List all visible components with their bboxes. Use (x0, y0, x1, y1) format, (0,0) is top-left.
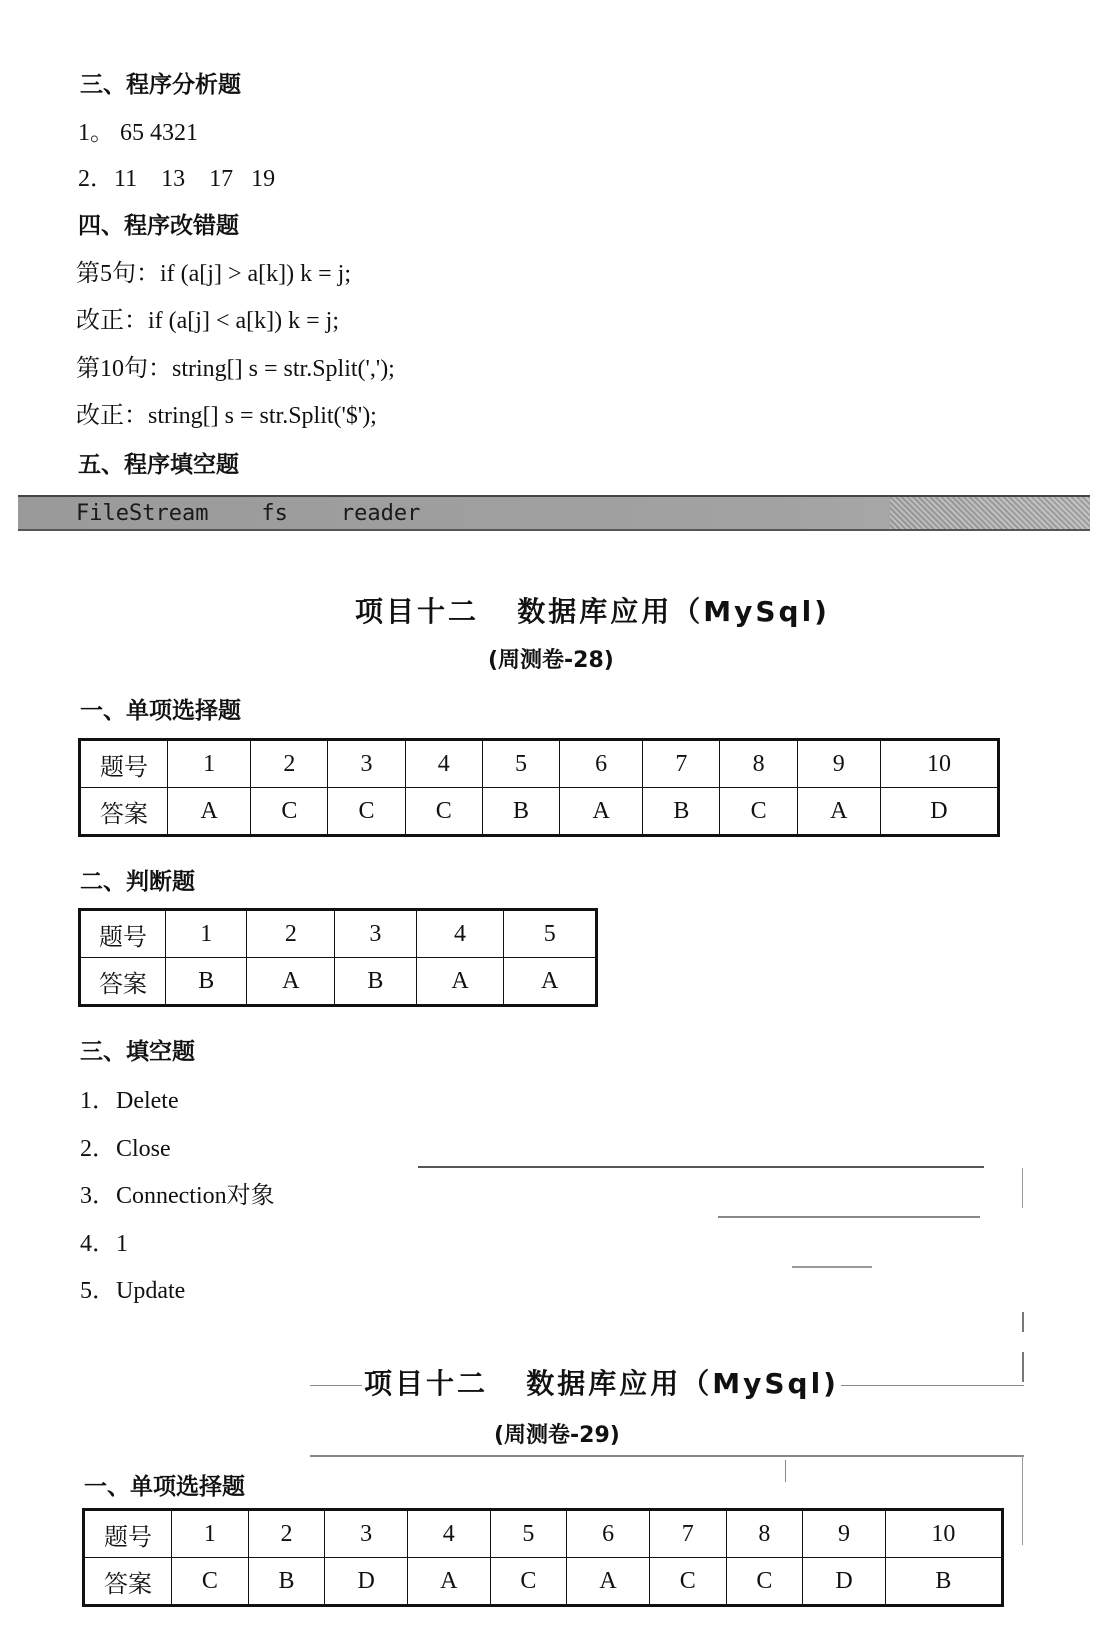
table-cell: D (803, 1558, 886, 1606)
table-cell: B (335, 958, 416, 1006)
table-cell: C (649, 1558, 726, 1606)
analysis-answer-2: 2．11 13 17 19 (78, 166, 276, 192)
code-answer-text: FileStream fs reader (76, 501, 421, 526)
table-cell: 7 (649, 1510, 726, 1558)
scan-artifact-line (1022, 1312, 1024, 1332)
table-cell: A (247, 958, 335, 1006)
quiz28-single-choice-heading: 一、单项选择题 (80, 698, 241, 724)
table-cell: 4 (405, 740, 482, 788)
quiz28-title: 项目十二 数据库应用（MySql) (355, 595, 830, 628)
row-label: 题号 (80, 740, 168, 788)
quiz28-true-false-heading: 二、判断题 (80, 869, 195, 895)
table-cell: B (248, 1558, 325, 1606)
table-cell: C (726, 1558, 803, 1606)
fill-answer-5: 5．Update (80, 1278, 186, 1304)
table-cell: 10 (880, 740, 998, 788)
quiz29-single-choice-heading: 一、单项选择题 (84, 1474, 245, 1500)
table-cell: A (567, 1558, 650, 1606)
table-cell: 5 (482, 740, 559, 788)
fix-line-10: 改正：string[] s = str.Split('$'); (76, 403, 377, 429)
table-cell: 1 (166, 910, 247, 958)
table-cell: 2 (251, 740, 328, 788)
table-cell: 3 (325, 1510, 408, 1558)
table-cell: D (325, 1558, 408, 1606)
table-cell: 6 (567, 1510, 650, 1558)
table-cell: C (720, 788, 797, 836)
table-cell: 5 (490, 1510, 567, 1558)
error-fix-heading: 四、程序改错题 (78, 213, 239, 239)
table-cell: C (328, 788, 405, 836)
fill-answer-1: 1．Delete (80, 1088, 179, 1114)
fill-program-heading: 五、程序填空题 (78, 452, 239, 478)
table-cell: 1 (168, 740, 251, 788)
table-cell: 10 (885, 1510, 1002, 1558)
quiz28-subtitle: (周测卷-28) (488, 648, 614, 673)
table-cell: D (880, 788, 998, 836)
table-cell: 9 (803, 1510, 886, 1558)
fill-answer-4: 4．1 (80, 1231, 128, 1257)
table-row-numbers (84, 1510, 1003, 1558)
quiz28-fill-blank-heading: 三、填空题 (80, 1039, 195, 1065)
quiz28-single-choice-table (78, 738, 1000, 837)
table-cell: 7 (643, 740, 720, 788)
code-answer-bar (18, 495, 1090, 531)
table-cell: B (643, 788, 720, 836)
fill-answer-2: 2．Close (80, 1136, 171, 1162)
quiz29-title: 项目十二 数据库应用（MySql) (362, 1362, 841, 1402)
table-cell: 4 (416, 910, 504, 958)
table-cell: 6 (560, 740, 643, 788)
error-line-5: 第5句：if (a[j] > a[k]) k = j; (76, 261, 351, 287)
table-cell: A (416, 958, 504, 1006)
scan-artifact-line (718, 1216, 980, 1218)
table-row-numbers (80, 740, 999, 788)
table-cell: C (490, 1558, 567, 1606)
table-cell: 4 (407, 1510, 490, 1558)
error-line-10: 第10句：string[] s = str.Split(','); (76, 356, 395, 382)
scan-artifact-line (418, 1166, 984, 1168)
table-cell: 2 (248, 1510, 325, 1558)
scan-artifact-line (1022, 1352, 1024, 1382)
table-cell: 1 (172, 1510, 249, 1558)
table-cell: 5 (504, 910, 597, 958)
quiz29-subtitle: (周测卷-29) (494, 1423, 620, 1448)
table-cell: 9 (797, 740, 880, 788)
scan-artifact-line (1022, 1455, 1023, 1545)
table-row-numbers (80, 910, 597, 958)
fill-answer-3: 3．Connection对象 (80, 1183, 275, 1209)
table-cell: A (504, 958, 597, 1006)
scan-noise (890, 497, 1090, 529)
scan-artifact-line (1022, 1168, 1023, 1208)
row-label: 答案 (80, 958, 166, 1006)
row-label: 答案 (80, 788, 168, 836)
analysis-answer-1: 1。 65 4321 (78, 120, 198, 146)
scan-artifact-line (792, 1266, 872, 1268)
table-cell: 3 (335, 910, 416, 958)
row-label: 题号 (84, 1510, 172, 1558)
table-row-answers (80, 958, 597, 1006)
table-row-answers (80, 788, 999, 836)
table-cell: A (560, 788, 643, 836)
table-cell: 8 (720, 740, 797, 788)
table-cell: 8 (726, 1510, 803, 1558)
table-cell: C (172, 1558, 249, 1606)
scan-artifact-line (785, 1460, 786, 1482)
table-row-answers (84, 1558, 1003, 1606)
table-cell: C (405, 788, 482, 836)
table-cell: B (482, 788, 559, 836)
table-cell: A (797, 788, 880, 836)
row-label: 答案 (84, 1558, 172, 1606)
fix-line-5: 改正：if (a[j] < a[k]) k = j; (76, 308, 339, 334)
quiz28-true-false-table (78, 908, 598, 1007)
table-cell: A (407, 1558, 490, 1606)
table-cell: B (166, 958, 247, 1006)
row-label: 题号 (80, 910, 166, 958)
quiz29-single-choice-table (82, 1508, 1004, 1607)
analysis-heading: 三、程序分析题 (80, 72, 241, 98)
table-cell: A (168, 788, 251, 836)
table-cell: C (251, 788, 328, 836)
table-cell: B (885, 1558, 1002, 1606)
table-cell: 2 (247, 910, 335, 958)
table-cell: 3 (328, 740, 405, 788)
scan-artifact-line (310, 1455, 1024, 1457)
